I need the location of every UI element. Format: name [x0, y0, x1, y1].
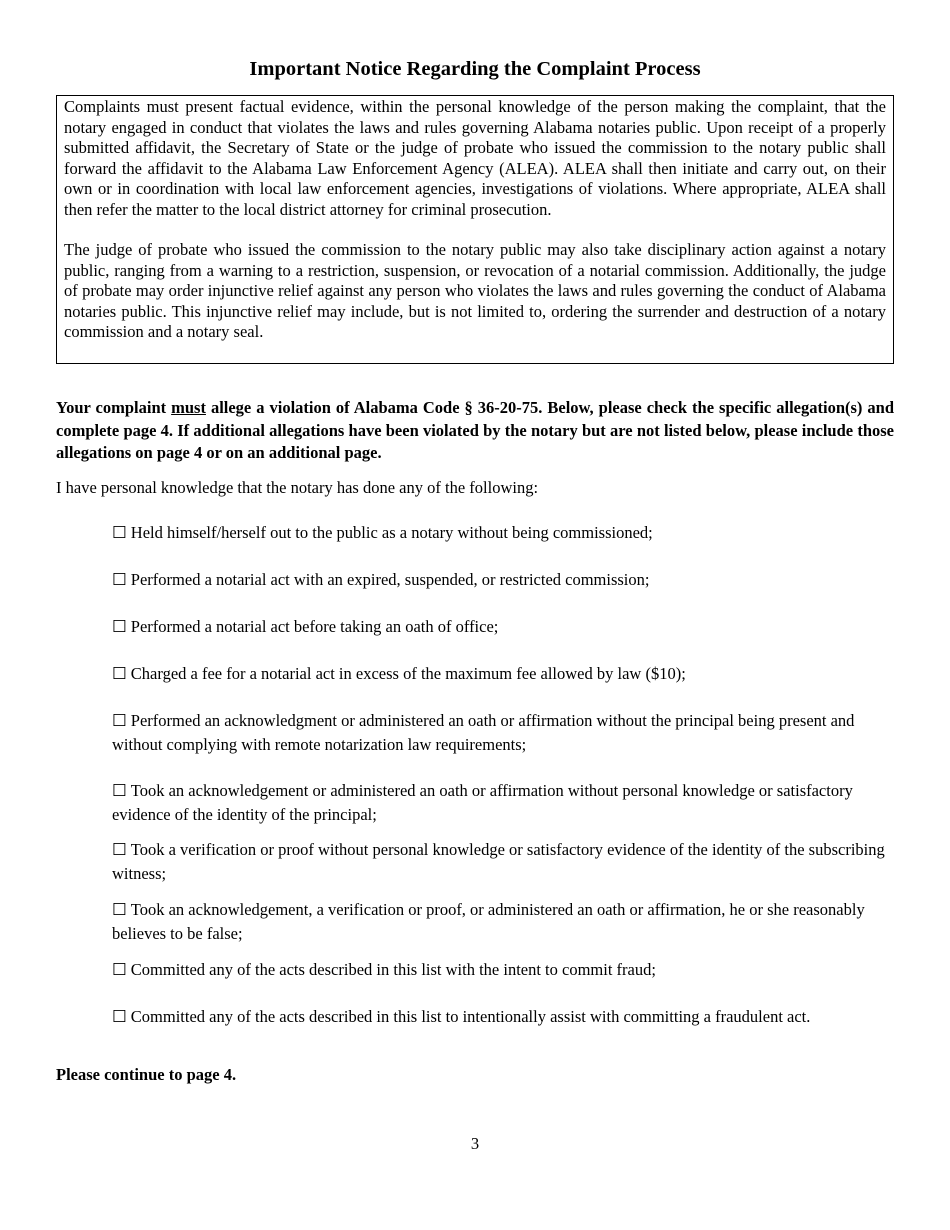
allegation-label: Performed an acknowledgment or administered an oath or affirmation without the principal being present and without complying with remote notarization law requirements;: [112, 711, 855, 754]
checkbox-icon[interactable]: ☐: [112, 570, 127, 589]
checkbox-icon[interactable]: ☐: [112, 960, 127, 979]
checkbox-icon[interactable]: ☐: [112, 523, 127, 542]
page-title: Important Notice Regarding the Complaint Process: [249, 58, 701, 80]
instructions-emphasis: must: [171, 398, 206, 417]
allegation-label: Held himself/herself out to the public as a notary without being commissioned;: [130, 523, 653, 542]
notice-box: [56, 95, 894, 364]
instructions: [56, 397, 894, 465]
checkbox-icon[interactable]: ☐: [112, 900, 127, 919]
allegation-item-5[interactable]: [112, 709, 894, 757]
allegation-label: Took a verification or proof without personal knowledge or satisfactory evidence of the identity of the subscribing witness;: [112, 840, 885, 883]
notice-paragraph-2: The judge of probate who issued the commission to the notary public may also take disciplinary action against a notary public, ranging from a warning to a restriction, suspension, or revocation of a notarial commission. Additionally, the judge of probate may order injunctive relief against any person who violates the laws and rules governing the conduct of Alabama notaries public. This injunctive relief may include, but is not limited to, ordering the surrender and destruction of a notary commission and a notary seal.: [64, 240, 886, 341]
allegation-label: Performed a notarial act before taking an oath of office;: [130, 617, 499, 636]
allegation-item-6[interactable]: [112, 779, 894, 827]
notice-paragraph-1: Complaints must present factual evidence, within the personal knowledge of the person making the complaint, that the notary engaged in conduct that violates the laws and rules governing Alabama notaries public. Upon receipt of a properly submitted affidavit, the Secretary of State or the judge of probate who issued the commission to the notary public shall forward the affidavit to the Alabama Law Enforcement Agency (ALEA). ALEA shall then initiate and carry out, on their own or in coordination with local law enforcement agencies, investigations of violations. Where appropriate, ALEA shall then refer the matter to the local district attorney for criminal prosecution.: [64, 97, 886, 219]
continue-note: Please continue to page 4.: [56, 1065, 237, 1084]
lead-in: I have personal knowledge that the notary has done any of the following:: [56, 478, 539, 497]
checkbox-icon[interactable]: ☐: [112, 664, 127, 683]
checkbox-icon[interactable]: ☐: [112, 711, 127, 730]
allegation-item-2[interactable]: [112, 568, 894, 592]
allegation-label: Charged a fee for a notarial act in excess of the maximum fee allowed by law ($10);: [130, 664, 686, 683]
page-number: 3: [470, 1134, 480, 1153]
allegation-label: Took an acknowledgement, a verification or proof, or administered an oath or affirmation, he or she reasonably believes to be false;: [112, 900, 865, 943]
allegation-item-8[interactable]: [112, 898, 894, 946]
allegation-label: Took an acknowledgement or administered an oath or affirmation without personal knowledge or satisfactory evidence of the identity of the principal;: [112, 781, 853, 824]
checkbox-icon[interactable]: ☐: [112, 840, 127, 859]
allegation-item-1[interactable]: [112, 521, 894, 545]
allegation-item-9[interactable]: [112, 958, 894, 982]
allegation-item-4[interactable]: [112, 662, 894, 686]
allegation-label: Committed any of the acts described in this list with the intent to commit fraud;: [130, 960, 656, 979]
allegation-item-3[interactable]: [112, 615, 894, 639]
instructions-suffix: allege a violation of Alabama Code § 36-20-75. Below, please check the specific allegation(s) and complete page 4. If additional allegations have been violated by the notary but are not listed below, please include those allegations on page 4 or on an additional page.: [56, 398, 894, 462]
checkbox-icon[interactable]: ☐: [112, 617, 127, 636]
allegation-item-10[interactable]: [112, 1005, 894, 1029]
allegation-label: Performed a notarial act with an expired, suspended, or restricted commission;: [130, 570, 650, 589]
checkbox-icon[interactable]: ☐: [112, 781, 127, 800]
allegation-item-7[interactable]: [112, 838, 894, 886]
checkbox-icon[interactable]: ☐: [112, 1007, 127, 1026]
allegation-label: Committed any of the acts described in this list to intentionally assist with committing a fraudulent act.: [130, 1007, 811, 1026]
instructions-prefix: Your complaint: [56, 398, 172, 417]
